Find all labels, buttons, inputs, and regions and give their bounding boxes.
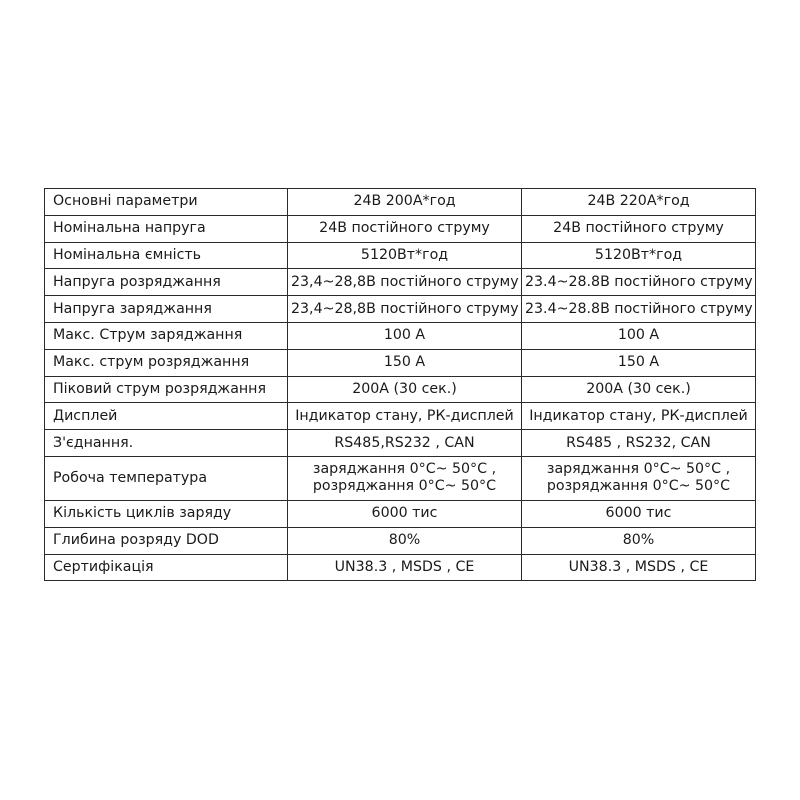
value-model-220ah: 6000 тис xyxy=(522,500,756,527)
param-label: Сертифікація xyxy=(45,554,288,581)
value-model-220ah: 200A (30 сек.) xyxy=(522,376,756,403)
param-label: З'єднання. xyxy=(45,430,288,457)
value-model-200ah: 24В постійного струму xyxy=(288,215,522,242)
value-model-200ah: 5120Вт*год xyxy=(288,242,522,269)
param-label: Основні параметри xyxy=(45,189,288,216)
value-model-200ah xyxy=(288,456,522,500)
param-label: Номінальна напруга xyxy=(45,215,288,242)
value-model-220ah: 23.4~28.8В постійного струму xyxy=(522,296,756,323)
param-label: Напруга заряджання xyxy=(45,296,288,323)
param-label: Робоча температура xyxy=(45,456,288,500)
table-row xyxy=(45,554,756,581)
table-row xyxy=(45,403,756,430)
table-row xyxy=(45,322,756,349)
value-model-220ah: 150 A xyxy=(522,349,756,376)
param-label: Макс. струм розряджання xyxy=(45,349,288,376)
value-model-200ah: 23,4~28,8В постійного струму xyxy=(288,269,522,296)
table-row xyxy=(45,349,756,376)
temp-discharge-line: розряджання 0°C~ 50°C xyxy=(546,478,731,495)
value-model-200ah: 23,4~28,8В постійного струму xyxy=(288,296,522,323)
value-model-220ah: 24В постійного струму xyxy=(522,215,756,242)
temp-charge-line: заряджання 0°C~ 50°C , xyxy=(546,461,731,478)
spec-table xyxy=(44,188,756,581)
value-model-220ah: 24В 220А*год xyxy=(522,189,756,216)
table-row xyxy=(45,456,756,500)
table-row xyxy=(45,376,756,403)
value-model-200ah: 200A (30 сек.) xyxy=(288,376,522,403)
value-model-220ah: RS485 , RS232, CAN xyxy=(522,430,756,457)
value-model-200ah: 100 A xyxy=(288,322,522,349)
value-model-220ah: UN38.3 , MSDS , CE xyxy=(522,554,756,581)
param-label: Номінальна ємність xyxy=(45,242,288,269)
param-label: Піковий струм розряджання xyxy=(45,376,288,403)
param-label: Глибина розряду DOD xyxy=(45,527,288,554)
table-row xyxy=(45,296,756,323)
table-row xyxy=(45,242,756,269)
table-row xyxy=(45,500,756,527)
param-label: Макс. Струм заряджання xyxy=(45,322,288,349)
value-model-200ah: UN38.3 , MSDS , CE xyxy=(288,554,522,581)
value-model-220ah: 80% xyxy=(522,527,756,554)
value-model-220ah: 23.4~28.8В постійного струму xyxy=(522,269,756,296)
temp-charge-line: заряджання 0°C~ 50°C , xyxy=(312,461,497,478)
value-model-220ah: Індикатор стану, РК-дисплей xyxy=(522,403,756,430)
value-model-200ah: 24В 200А*год xyxy=(288,189,522,216)
value-model-220ah: 5120Вт*год xyxy=(522,242,756,269)
param-label: Кількість циклів заряду xyxy=(45,500,288,527)
value-model-220ah: 100 A xyxy=(522,322,756,349)
value-model-200ah: 6000 тис xyxy=(288,500,522,527)
table-row xyxy=(45,189,756,216)
table-row xyxy=(45,430,756,457)
value-model-220ah xyxy=(522,456,756,500)
param-label: Напруга розряджання xyxy=(45,269,288,296)
table-row xyxy=(45,215,756,242)
value-model-200ah: Індикатор стану, РК-дисплей xyxy=(288,403,522,430)
table-row xyxy=(45,269,756,296)
value-model-200ah: 80% xyxy=(288,527,522,554)
temp-discharge-line: розряджання 0°C~ 50°C xyxy=(312,478,497,495)
param-label: Дисплей xyxy=(45,403,288,430)
value-model-200ah: 150 A xyxy=(288,349,522,376)
table-row xyxy=(45,527,756,554)
value-model-200ah: RS485,RS232 , CAN xyxy=(288,430,522,457)
